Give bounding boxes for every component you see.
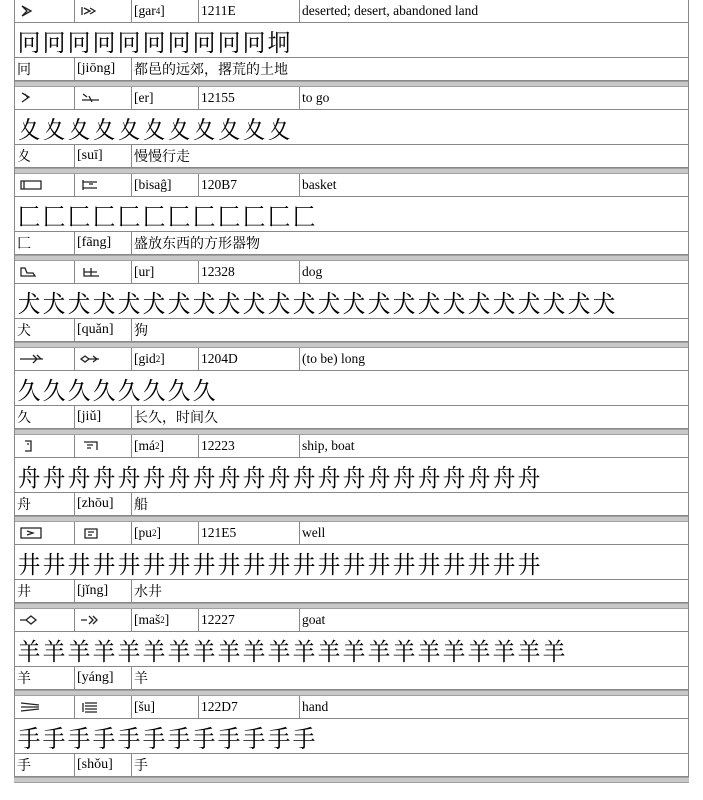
codepoint-cell: 120B7 <box>199 174 300 196</box>
glyph-form: 井 <box>192 550 216 579</box>
glyph-form: 井 <box>217 550 241 579</box>
chinese-meaning-row <box>15 406 688 429</box>
sign-cell <box>15 609 75 631</box>
glyph-form: 匚 <box>292 202 316 231</box>
glyph-form: 羊 <box>92 637 116 666</box>
sign-variant-cell <box>75 522 132 544</box>
glyph-form: 手 <box>167 724 191 753</box>
transliteration-subscript: 2 <box>155 441 160 451</box>
entry-5 <box>14 429 689 516</box>
hanzi-cell: 夊 <box>15 145 75 167</box>
glyph-form: 舟 <box>242 463 266 492</box>
cuneiform-sign-icon <box>19 4 45 18</box>
glyph-form: 匚 <box>17 202 41 231</box>
glyph-form: 羊 <box>267 637 291 666</box>
cuneiform-sign-variant-icon <box>79 265 105 279</box>
english-meaning-cell: deserted; desert, abandoned land <box>302 3 479 18</box>
glyph-form: 夊 <box>67 115 91 144</box>
transliteration-cell: [ šu ] <box>132 696 199 718</box>
glyph-form: 犬 <box>142 289 166 318</box>
english-meaning-cell: basket <box>302 177 337 192</box>
glyph-evolution-row <box>15 545 688 580</box>
glyph-form: 犬 <box>467 289 491 318</box>
glyph-form: 匚 <box>117 202 141 231</box>
glyph-form: 冋 <box>67 28 91 57</box>
entry-header-row <box>15 435 688 458</box>
glyph-form: 羊 <box>542 637 566 666</box>
english-meaning-cell: goat <box>302 612 326 627</box>
codepoint-cell: 1211E <box>199 0 300 22</box>
transliteration: má <box>138 438 155 453</box>
glyph-form: 犬 <box>317 289 341 318</box>
entry-6 <box>14 516 689 603</box>
glyph-form: 井 <box>117 550 141 579</box>
glyph-form: 井 <box>392 550 416 579</box>
transliteration-cell: [ pu 2 ] <box>132 522 199 544</box>
sign-variant-cell <box>75 348 132 370</box>
transliteration: bisaĝ <box>138 177 167 192</box>
transliteration-cell: [ maš 2 ] <box>132 609 199 631</box>
transliteration-subscript: 4 <box>155 6 161 16</box>
glyph-form: 冋 <box>17 28 41 57</box>
glyph-form: 手 <box>92 724 116 753</box>
glyph-form: 夊 <box>217 115 241 144</box>
glyph-form: 犬 <box>492 289 516 318</box>
glyph-form: 井 <box>517 550 541 579</box>
transliteration-cell: [ bisaĝ ] <box>132 174 199 196</box>
glyph-evolution-row <box>15 632 688 667</box>
transliteration-subscript: 2 <box>152 528 157 538</box>
sign-variant-cell <box>75 435 132 457</box>
english-meaning-cell: dog <box>302 264 323 279</box>
glyph-form: 舟 <box>92 463 116 492</box>
chinese-meaning-cell: 都邑的远郊，撂荒的土地 <box>134 62 288 78</box>
glyph-form: 犬 <box>367 289 391 318</box>
glyph-form: 久 <box>167 376 191 405</box>
transliteration-cell: [ ur ] <box>132 261 199 283</box>
glyph-form: 夊 <box>192 115 216 144</box>
glyph-form: 井 <box>417 550 441 579</box>
hanzi-cell: 羊 <box>15 667 75 689</box>
entry-header-row <box>15 696 688 719</box>
entry-8 <box>14 690 689 777</box>
glyph-form: 井 <box>67 550 91 579</box>
hanzi-cell: 井 <box>15 580 75 602</box>
chinese-meaning-cell: 盛放东西的方形器物 <box>134 236 260 252</box>
glyph-form: 久 <box>117 376 141 405</box>
glyph-form: 夊 <box>242 115 266 144</box>
glyph-form: 冋 <box>117 28 141 57</box>
glyph-form: 坰 <box>267 28 291 57</box>
sign-cell <box>15 435 75 457</box>
glyph-form: 井 <box>467 550 491 579</box>
entry-header-row <box>15 261 688 284</box>
glyph-form: 犬 <box>567 289 591 318</box>
pinyin-cell: [fāng] <box>75 232 132 254</box>
glyph-form: 羊 <box>292 637 316 666</box>
glyph-form: 匚 <box>192 202 216 231</box>
glyph-form: 久 <box>67 376 91 405</box>
transliteration-subscript: 2 <box>155 354 161 364</box>
glyph-form: 舟 <box>192 463 216 492</box>
glyph-form: 羊 <box>217 637 241 666</box>
glyph-form: 羊 <box>167 637 191 666</box>
glyph-form: 羊 <box>467 637 491 666</box>
glyph-evolution-row <box>15 458 688 493</box>
entry-header-row <box>15 522 688 545</box>
glyph-form: 久 <box>42 376 66 405</box>
cuneiform-sign-icon <box>19 526 45 540</box>
glyph-form: 手 <box>267 724 291 753</box>
cuneiform-sign-variant-icon <box>79 178 105 192</box>
chinese-meaning-cell: 水井 <box>134 584 162 600</box>
cuneiform-sign-variant-icon <box>79 352 105 366</box>
glyph-form: 舟 <box>67 463 91 492</box>
glyph-form: 手 <box>292 724 316 753</box>
glyph-form: 羊 <box>17 637 41 666</box>
glyph-evolution-row <box>15 110 688 145</box>
glyph-form: 匚 <box>217 202 241 231</box>
chinese-meaning-cell: 长久，时间久 <box>134 410 218 426</box>
chinese-meaning-cell: 手 <box>134 758 148 774</box>
cuneiform-sign-icon <box>19 613 45 627</box>
chinese-meaning-row <box>15 319 688 342</box>
glyph-form: 舟 <box>442 463 466 492</box>
glyph-form: 久 <box>92 376 116 405</box>
glyph-form: 犬 <box>342 289 366 318</box>
transliteration-subscript: 2 <box>160 615 165 625</box>
glyph-form: 夊 <box>92 115 116 144</box>
glyph-form: 犬 <box>92 289 116 318</box>
glyph-form: 犬 <box>167 289 191 318</box>
english-meaning-cell: (to be) long <box>302 351 365 366</box>
glyph-form: 犬 <box>442 289 466 318</box>
glyph-form: 犬 <box>267 289 291 318</box>
glyph-form: 舟 <box>167 463 191 492</box>
codepoint-cell: 12155 <box>199 87 300 109</box>
sign-cell <box>15 696 75 718</box>
glyph-form: 手 <box>42 724 66 753</box>
entry-header-row <box>15 609 688 632</box>
glyph-form: 夊 <box>17 115 41 144</box>
glyph-form: 井 <box>367 550 391 579</box>
glyph-form: 手 <box>67 724 91 753</box>
glyph-form: 舟 <box>517 463 541 492</box>
pinyin-cell: [yáng] <box>75 667 132 689</box>
glyph-form: 羊 <box>242 637 266 666</box>
cuneiform-sign-variant-icon <box>79 613 105 627</box>
chinese-meaning-row <box>15 232 688 255</box>
entry-0 <box>14 0 689 81</box>
cuneiform-sign-icon <box>19 91 45 105</box>
glyph-form: 井 <box>342 550 366 579</box>
hanzi-cell: 久 <box>15 406 75 428</box>
glyph-form: 夊 <box>267 115 291 144</box>
hanzi-cell: 冋 <box>15 58 75 80</box>
glyph-form: 羊 <box>192 637 216 666</box>
english-meaning-cell: well <box>302 525 326 540</box>
glyph-form: 久 <box>192 376 216 405</box>
glyph-form: 手 <box>117 724 141 753</box>
glyph-form: 井 <box>167 550 191 579</box>
glyph-form: 犬 <box>242 289 266 318</box>
glyph-form: 手 <box>192 724 216 753</box>
glyph-form: 舟 <box>342 463 366 492</box>
transliteration: gid <box>138 351 156 366</box>
cuneiform-sign-variant-icon <box>79 91 105 105</box>
codepoint-cell: 1204D <box>199 348 300 370</box>
glyph-form: 匚 <box>267 202 291 231</box>
hanzi-cell: 犬 <box>15 319 75 341</box>
cuneiform-sign-icon <box>19 352 45 366</box>
codepoint-cell: 12328 <box>199 261 300 283</box>
glyph-form: 夊 <box>42 115 66 144</box>
sign-cell <box>15 261 75 283</box>
glyph-form: 手 <box>242 724 266 753</box>
glyph-form: 匚 <box>67 202 91 231</box>
glyph-form: 夊 <box>117 115 141 144</box>
entry-header-row <box>15 348 688 371</box>
glyph-form: 井 <box>317 550 341 579</box>
entry-1 <box>14 81 689 168</box>
cuneiform-sign-variant-icon <box>79 526 105 540</box>
cuneiform-sign-icon <box>19 265 45 279</box>
glyph-form: 久 <box>142 376 166 405</box>
glyph-form: 羊 <box>42 637 66 666</box>
entry-header-row <box>15 0 688 23</box>
hanzi-cell: 匚 <box>15 232 75 254</box>
glyph-form: 冋 <box>192 28 216 57</box>
sign-variant-cell <box>75 261 132 283</box>
sign-cell <box>15 0 75 22</box>
glyph-evolution-row <box>15 197 688 232</box>
cuneiform-sign-icon <box>19 178 45 192</box>
glyph-form: 犬 <box>517 289 541 318</box>
glyph-form: 匚 <box>42 202 66 231</box>
sign-variant-cell <box>75 87 132 109</box>
glyph-form: 井 <box>92 550 116 579</box>
glyph-form: 舟 <box>17 463 41 492</box>
glyph-form: 羊 <box>342 637 366 666</box>
glyph-form: 犬 <box>292 289 316 318</box>
glyph-form: 冋 <box>217 28 241 57</box>
english-meaning-cell: ship, boat <box>302 438 355 453</box>
glyph-form: 井 <box>242 550 266 579</box>
glyph-form: 犬 <box>67 289 91 318</box>
codepoint-cell: 12223 <box>199 435 300 457</box>
glyph-evolution-row <box>15 719 688 754</box>
glyph-form: 羊 <box>317 637 341 666</box>
glyph-form: 井 <box>292 550 316 579</box>
chinese-meaning-cell: 狗 <box>134 323 148 339</box>
glyph-form: 犬 <box>192 289 216 318</box>
glyph-form: 羊 <box>142 637 166 666</box>
sign-variant-cell <box>75 609 132 631</box>
glyph-form: 冋 <box>242 28 266 57</box>
glyph-form: 久 <box>17 376 41 405</box>
entry-header-row <box>15 174 688 197</box>
glyph-form: 犬 <box>42 289 66 318</box>
chinese-meaning-row <box>15 754 688 777</box>
glyph-form: 舟 <box>367 463 391 492</box>
transliteration-cell: [ er ] <box>132 87 199 109</box>
glyph-form: 匚 <box>92 202 116 231</box>
glyph-form: 匚 <box>142 202 166 231</box>
transliteration-cell: [ gar 4 ] <box>132 0 199 22</box>
character-comparison-table <box>14 0 689 783</box>
glyph-form: 舟 <box>492 463 516 492</box>
glyph-form: 井 <box>42 550 66 579</box>
sign-variant-cell <box>75 0 132 22</box>
glyph-form: 犬 <box>117 289 141 318</box>
english-meaning-cell: hand <box>302 699 329 714</box>
glyph-form: 羊 <box>417 637 441 666</box>
glyph-form: 舟 <box>267 463 291 492</box>
codepoint-cell: 12227 <box>199 609 300 631</box>
pinyin-cell: [jǐng] <box>75 580 132 602</box>
glyph-form: 犬 <box>217 289 241 318</box>
glyph-form: 舟 <box>317 463 341 492</box>
glyph-form: 冋 <box>42 28 66 57</box>
glyph-form: 井 <box>442 550 466 579</box>
glyph-form: 犬 <box>417 289 441 318</box>
chinese-meaning-row <box>15 493 688 516</box>
transliteration: šu <box>138 699 151 714</box>
cuneiform-sign-icon <box>19 700 45 714</box>
glyph-form: 犬 <box>542 289 566 318</box>
glyph-evolution-row <box>15 23 688 58</box>
transliteration: er <box>138 90 149 105</box>
glyph-form: 手 <box>17 724 41 753</box>
hanzi-cell: 舟 <box>15 493 75 515</box>
glyph-form: 舟 <box>467 463 491 492</box>
glyph-form: 羊 <box>442 637 466 666</box>
glyph-form: 舟 <box>142 463 166 492</box>
cuneiform-sign-icon <box>19 439 45 453</box>
pinyin-cell: [jiōng] <box>75 58 132 80</box>
chinese-meaning-row <box>15 667 688 690</box>
glyph-form: 冋 <box>142 28 166 57</box>
glyph-form: 井 <box>17 550 41 579</box>
glyph-form: 舟 <box>117 463 141 492</box>
glyph-form: 舟 <box>417 463 441 492</box>
glyph-form: 舟 <box>42 463 66 492</box>
glyph-form: 夊 <box>167 115 191 144</box>
glyph-evolution-row <box>15 371 688 406</box>
chinese-meaning-row <box>15 58 688 81</box>
glyph-form: 犬 <box>592 289 616 318</box>
pinyin-cell: [jiǔ] <box>75 406 132 428</box>
glyph-form: 羊 <box>67 637 91 666</box>
sign-cell <box>15 348 75 370</box>
sign-cell <box>15 522 75 544</box>
glyph-form: 舟 <box>292 463 316 492</box>
glyph-form: 手 <box>142 724 166 753</box>
transliteration-cell: [ gid 2 ] <box>132 348 199 370</box>
transliteration: ur <box>138 264 150 279</box>
sign-variant-cell <box>75 696 132 718</box>
glyph-form: 羊 <box>492 637 516 666</box>
glyph-form: 羊 <box>367 637 391 666</box>
cuneiform-sign-variant-icon <box>79 4 105 18</box>
chinese-meaning-row <box>15 580 688 603</box>
glyph-form: 舟 <box>392 463 416 492</box>
english-meaning-cell: to go <box>302 90 330 105</box>
glyph-form: 羊 <box>392 637 416 666</box>
hanzi-cell: 手 <box>15 754 75 776</box>
sign-variant-cell <box>75 174 132 196</box>
pinyin-cell: [zhōu] <box>75 493 132 515</box>
pinyin-cell: [shǒu] <box>75 754 132 776</box>
glyph-form: 夊 <box>142 115 166 144</box>
glyph-form: 冋 <box>92 28 116 57</box>
entry-2 <box>14 168 689 255</box>
codepoint-cell: 122D7 <box>199 696 300 718</box>
entry-4 <box>14 342 689 429</box>
cuneiform-sign-variant-icon <box>79 439 105 453</box>
chinese-meaning-cell: 羊 <box>134 671 148 687</box>
glyph-form: 羊 <box>517 637 541 666</box>
entry-7 <box>14 603 689 690</box>
glyph-form: 匚 <box>242 202 266 231</box>
glyph-form: 井 <box>267 550 291 579</box>
transliteration: pu <box>138 525 152 540</box>
glyph-form: 犬 <box>392 289 416 318</box>
glyph-form: 井 <box>492 550 516 579</box>
glyph-form: 舟 <box>217 463 241 492</box>
transliteration: maš <box>138 612 161 627</box>
pinyin-cell: [suī] <box>75 145 132 167</box>
chinese-meaning-cell: 船 <box>134 497 148 513</box>
glyph-form: 犬 <box>17 289 41 318</box>
codepoint-cell: 121E5 <box>199 522 300 544</box>
entry-3 <box>14 255 689 342</box>
glyph-form: 羊 <box>117 637 141 666</box>
transliteration-cell: [ má 2 ] <box>132 435 199 457</box>
transliteration: gar <box>138 3 156 18</box>
sign-cell <box>15 87 75 109</box>
pinyin-cell: [quǎn] <box>75 319 132 341</box>
glyph-evolution-row <box>15 284 688 319</box>
glyph-form: 匚 <box>167 202 191 231</box>
chinese-meaning-row <box>15 145 688 168</box>
table-end-separator <box>14 777 689 783</box>
sign-cell <box>15 174 75 196</box>
glyph-form: 手 <box>217 724 241 753</box>
cuneiform-sign-variant-icon <box>79 700 105 714</box>
entry-header-row <box>15 87 688 110</box>
glyph-form: 井 <box>142 550 166 579</box>
chinese-meaning-cell: 慢慢行走 <box>134 149 190 165</box>
glyph-form: 冋 <box>167 28 191 57</box>
